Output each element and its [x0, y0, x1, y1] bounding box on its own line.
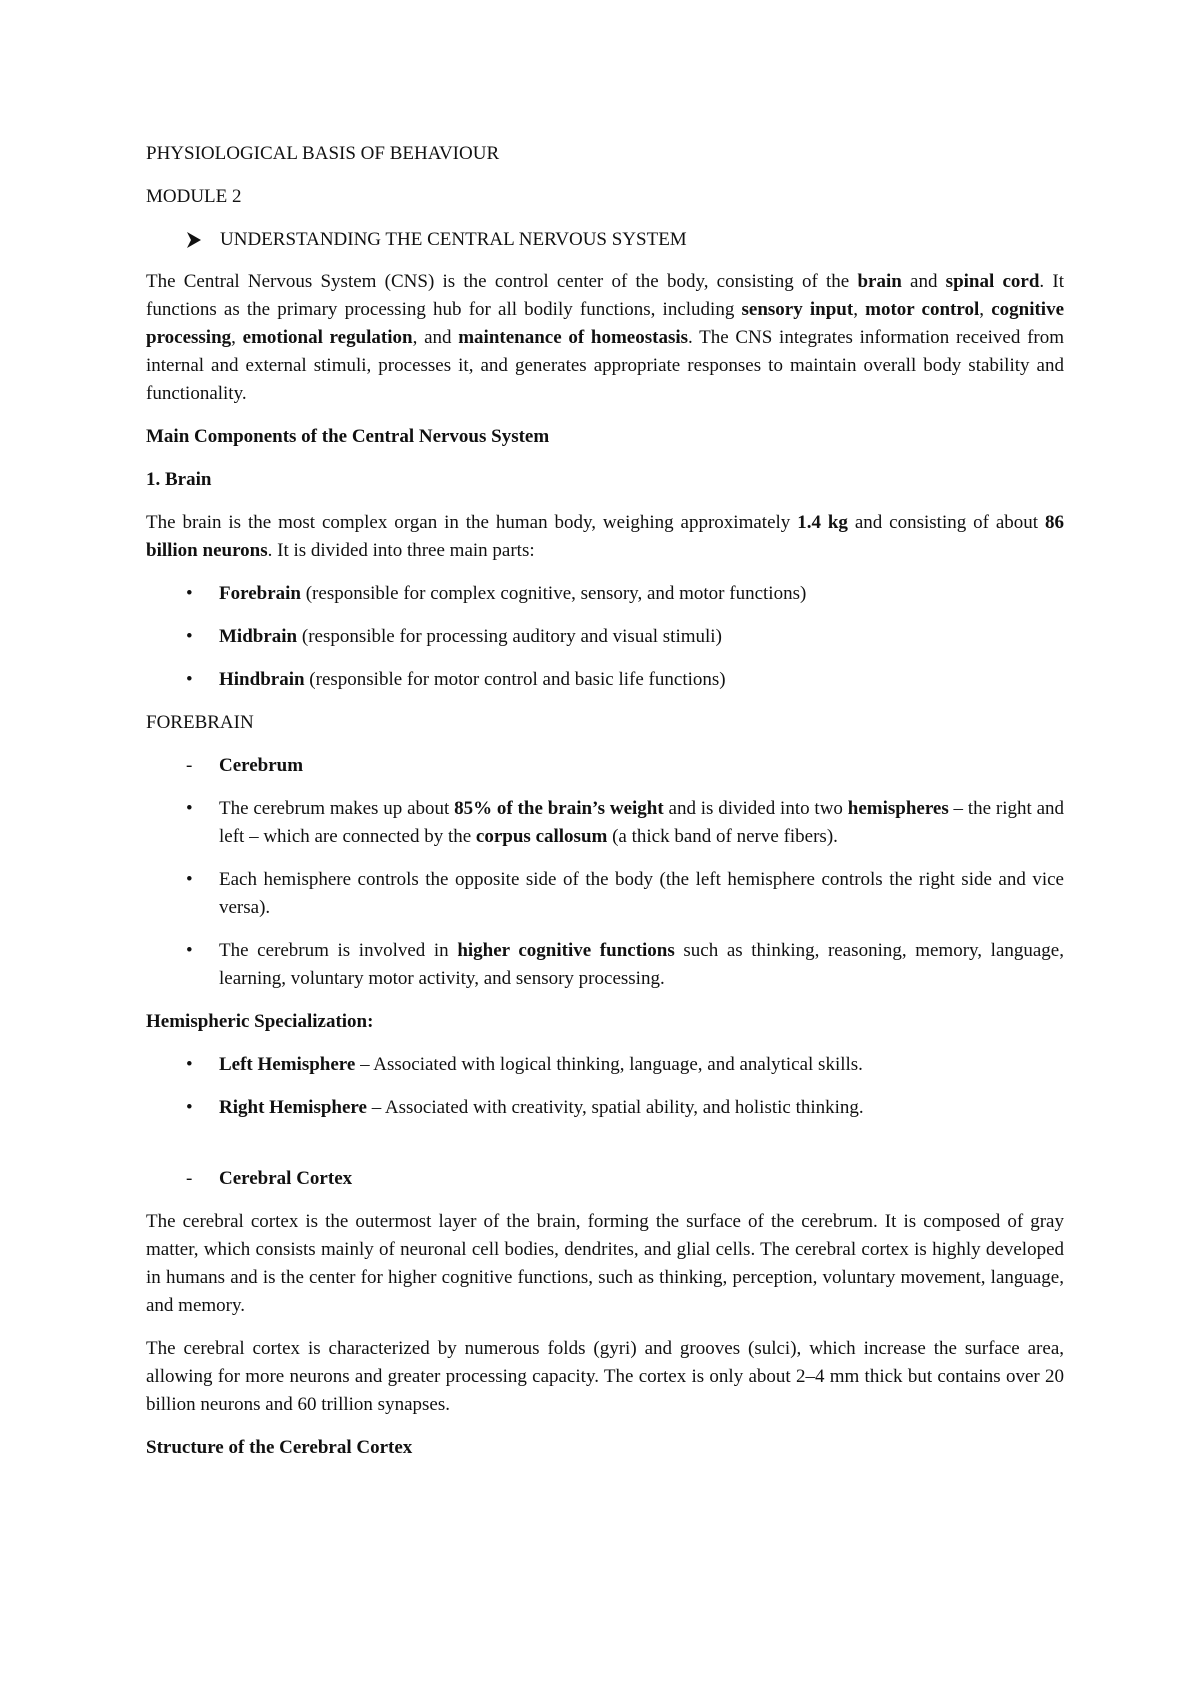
module-label: MODULE 2 [146, 186, 242, 207]
spacer [146, 1137, 1064, 1165]
bold-term: 85% of the brain’s weight [454, 798, 664, 819]
bold-term: Right Hemisphere [219, 1097, 367, 1118]
intro-paragraph: The Central Nervous System (CNS) is the control center of the body, consisting of the brain and spinal cord. It functions as the primary processing hub for all bodily functions, including sensory input, motor control, cognitive processing, emotional regulation, and maintenance of homeostasis. The CNS integrates information received from internal and external stimuli, processes it, and generates appropriate responses to maintain overall body stability and functionality. [146, 271, 1065, 404]
list-item: • The cerebrum makes up about 85% of the brain’s weight and is divided into two hemispheres – the right and left – which are connected by the corpus callosum (a thick band of nerve fibers). [146, 795, 1064, 851]
bold-term: corpus callosum [475, 826, 608, 847]
bold-term: spinal cord [945, 271, 1040, 292]
hemispheric-heading: Hemispheric Specialization: [146, 1011, 374, 1032]
cerebrum-label: Cerebrum [219, 755, 304, 776]
cortex-dash-list [146, 1165, 1064, 1193]
bold-term: hemispheres [847, 798, 949, 819]
bold-term: Midbrain [219, 626, 298, 647]
bold-term: Hindbrain [219, 669, 305, 690]
bold-term: maintenance of homeostasis [458, 327, 689, 348]
dash-mark: - [186, 1168, 193, 1189]
dash-item [146, 752, 1064, 780]
dash-item [146, 1165, 1064, 1193]
list-item: • Each hemisphere controls the opposite side of the body (the left hemisphere controls the right side and vice versa). [146, 866, 1064, 922]
brain-paragraph: The brain is the most complex organ in the human body, weighing approximately 1.4 kg and consisting of about 86 billion neurons. It is divided into three main parts: [146, 512, 1064, 561]
hemispheric-list [146, 1051, 1064, 1122]
brain-parts-list [146, 580, 1064, 694]
cerebrum-points-list [146, 795, 1064, 993]
cortex-label: Cerebral Cortex [219, 1168, 353, 1189]
list-item: • Forebrain (responsible for complex cognitive, sensory, and motor functions) [146, 580, 1064, 608]
bullet-mark: • [186, 940, 193, 961]
bold-term: Left Hemisphere [219, 1054, 356, 1075]
list-item: • Left Hemisphere – Associated with logical thinking, language, and analytical skills. [146, 1051, 1064, 1079]
brain-heading: 1. Brain [146, 469, 212, 490]
bullet-mark: • [186, 1054, 193, 1075]
bold-term: brain [857, 271, 902, 292]
list-item: • Right Hemisphere – Associated with creativity, spatial ability, and holistic thinking. [146, 1094, 1064, 1122]
bold-term: 1.4 kg [797, 512, 848, 533]
section-heading-text: UNDERSTANDING THE CENTRAL NERVOUS SYSTEM [220, 229, 687, 250]
cerebrum-dash-list [146, 752, 1064, 780]
dash-mark: - [186, 755, 193, 776]
bullet-mark: • [186, 626, 193, 647]
bold-term: sensory input [741, 299, 854, 320]
bullet-mark: • [186, 583, 193, 604]
arrowhead-bullet-icon [184, 230, 204, 250]
bold-term: 86 billion neurons [146, 512, 1064, 561]
cortex-paragraph-2: The cerebral cortex is characterized by numerous folds (gyri) and grooves (sulci), which increase the surface area, allowing for more neurons and greater processing capacity. The cortex is only about 2–4 mm thick but contains over 20 billion neurons and 60 trillion synapses. [146, 1338, 1064, 1415]
bold-term: Forebrain [219, 583, 301, 604]
bullet-mark: • [186, 1097, 193, 1118]
bold-term: higher cognitive functions [457, 940, 675, 961]
bold-term: emotional regulation [242, 327, 413, 348]
bullet-mark: • [186, 798, 193, 819]
list-item: • The cerebrum is involved in higher cognitive functions such as thinking, reasoning, memory, language, learning, voluntary motor activity, and sensory processing. [146, 937, 1064, 993]
cortex-paragraph-1: The cerebral cortex is the outermost layer of the brain, forming the surface of the cerebrum. It is composed of gray matter, which consists mainly of neuronal cell bodies, dendrites, and glial cells. The cerebral cortex is highly developed in humans and is the center for higher cognitive functions, such as thinking, perception, voluntary movement, language, and memory. [146, 1211, 1064, 1316]
document-title: PHYSIOLOGICAL BASIS OF BEHAVIOUR [146, 143, 500, 164]
section-heading [184, 226, 1064, 254]
bold-term: cognitive processing [146, 299, 1065, 348]
document-page [146, 140, 1064, 1477]
list-item: • Midbrain (responsible for processing auditory and visual stimuli) [146, 623, 1064, 651]
bold-term: motor control [865, 299, 980, 320]
components-heading: Main Components of the Central Nervous System [146, 426, 550, 447]
list-item: • Hindbrain (responsible for motor control and basic life functions) [146, 666, 1064, 694]
forebrain-heading: FOREBRAIN [146, 712, 254, 733]
bullet-mark: • [186, 669, 193, 690]
structure-heading: Structure of the Cerebral Cortex [146, 1437, 413, 1458]
bullet-mark: • [186, 869, 193, 890]
